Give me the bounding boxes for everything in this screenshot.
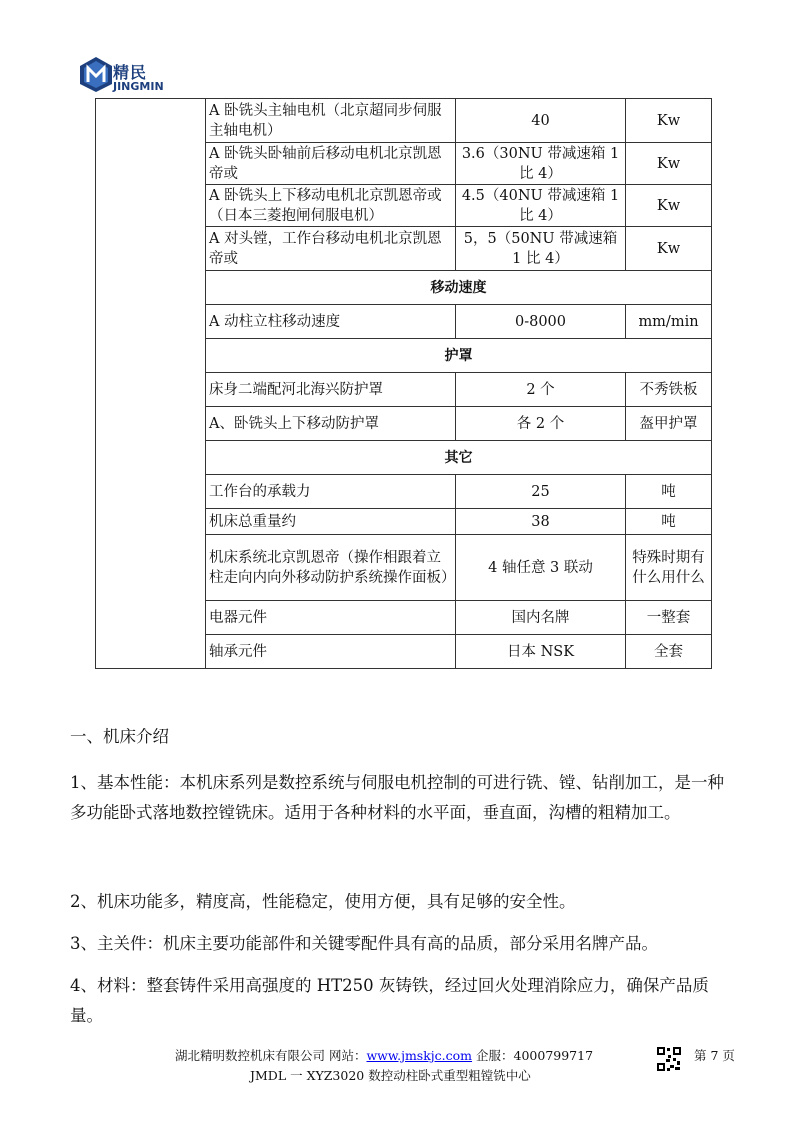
- section-title-other: 其它: [206, 441, 712, 475]
- spec-unit: Kw: [626, 227, 712, 271]
- footer-company: 湖北精明数控机床有限公司 网站：: [175, 1048, 367, 1063]
- spec-unit: Kw: [626, 99, 712, 143]
- website-link[interactable]: www.jmskjc.com: [366, 1048, 473, 1063]
- spec-name: A 卧铣头主轴电机（北京超同步伺服主轴电机）: [206, 99, 456, 143]
- spec-name: 轴承元件: [206, 635, 456, 669]
- spec-unit: mm/min: [626, 305, 712, 339]
- paragraph-functions: 2、机床功能多，精度高，性能稳定，使用方便，具有足够的安全性。: [70, 892, 576, 911]
- company-logo: [78, 56, 188, 96]
- section-title-guard: 护罩: [206, 339, 712, 373]
- jingmin-logo-icon: [78, 56, 114, 92]
- spec-value: 日本 NSK: [456, 635, 626, 669]
- page-number: 第 7 页: [694, 1048, 735, 1063]
- spec-unit: 吨: [626, 475, 712, 509]
- spec-unit: 吨: [626, 509, 712, 535]
- spec-unit: 盔甲护罩: [626, 407, 712, 441]
- spec-unit: 特殊时期有什么用什么: [626, 535, 712, 601]
- paragraph-material: 4、材料：整套铸件采用高强度的 HT250 灰铸铁，经过回火处理消除应力，确保产品质量。: [70, 976, 709, 1025]
- table-row: [96, 99, 712, 143]
- footer-model: JMDL 一 XYZ3020 数控动柱卧式重型粗镗铣中心: [250, 1068, 531, 1083]
- spec-name: A 卧铣头卧轴前后移动电机北京凯恩帝或: [206, 143, 456, 185]
- spec-name: 床身二端配河北海兴防护罩: [206, 373, 456, 407]
- merged-left-cell: [96, 99, 206, 669]
- spec-value: 4.5（40NU 带减速箱 1 比 4）: [456, 185, 626, 227]
- spec-unit: 全套: [626, 635, 712, 669]
- spec-value: 4 轴任意 3 联动: [456, 535, 626, 601]
- paragraph-basic-performance: 1、基本性能：本机床系列是数控系统与伺服电机控制的可进行铣、镗、钻削加工，是一种多功能卧式落地数控镗铣床。适用于各种材料的水平面，垂直面，沟槽的粗精加工。: [70, 773, 724, 822]
- spec-name: A 动柱立柱移动速度: [206, 305, 456, 339]
- spec-name: 机床总重量约: [206, 509, 456, 535]
- logo-chinese-text: 精民: [113, 63, 148, 82]
- spec-value: 5，5（50NU 带减速箱 1 比 4）: [456, 227, 626, 271]
- logo-english-text: JINGMIN: [113, 80, 164, 93]
- spec-unit: Kw: [626, 143, 712, 185]
- spec-value: 25: [456, 475, 626, 509]
- spec-value: 40: [456, 99, 626, 143]
- spec-name: 电器元件: [206, 601, 456, 635]
- footer-service-phone: 企服：4000799717: [472, 1048, 594, 1063]
- spec-value: 0-8000: [456, 305, 626, 339]
- spec-value: 3.6（30NU 带减速箱 1 比 4）: [456, 143, 626, 185]
- spec-value: 2 个: [456, 373, 626, 407]
- spec-name: A、卧铣头上下移动防护罩: [206, 407, 456, 441]
- spec-value: 38: [456, 509, 626, 535]
- section-heading: 一、机床介绍: [70, 727, 169, 746]
- paragraph-main-parts: 3、主关件：机床主要功能部件和关键零配件具有高的品质，部分采用名牌产品。: [70, 934, 658, 953]
- spec-name: 工作台的承载力: [206, 475, 456, 509]
- spec-unit: 一整套: [626, 601, 712, 635]
- spec-value: 国内名牌: [456, 601, 626, 635]
- spec-table: [95, 98, 712, 669]
- spec-name: A 卧铣头上下移动电机北京凯恩帝或（日本三菱抱闸伺服电机）: [206, 185, 456, 227]
- spec-unit: 不秀铁板: [626, 373, 712, 407]
- spec-name: A 对头镗，工作台移动电机北京凯恩帝或: [206, 227, 456, 271]
- spec-name: 机床系统北京凯恩帝（操作相跟着立柱走向内向外移动防护系统操作面板）: [206, 535, 456, 601]
- spec-unit: Kw: [626, 185, 712, 227]
- section-title-speed: 移动速度: [206, 271, 712, 305]
- spec-value: 各 2 个: [456, 407, 626, 441]
